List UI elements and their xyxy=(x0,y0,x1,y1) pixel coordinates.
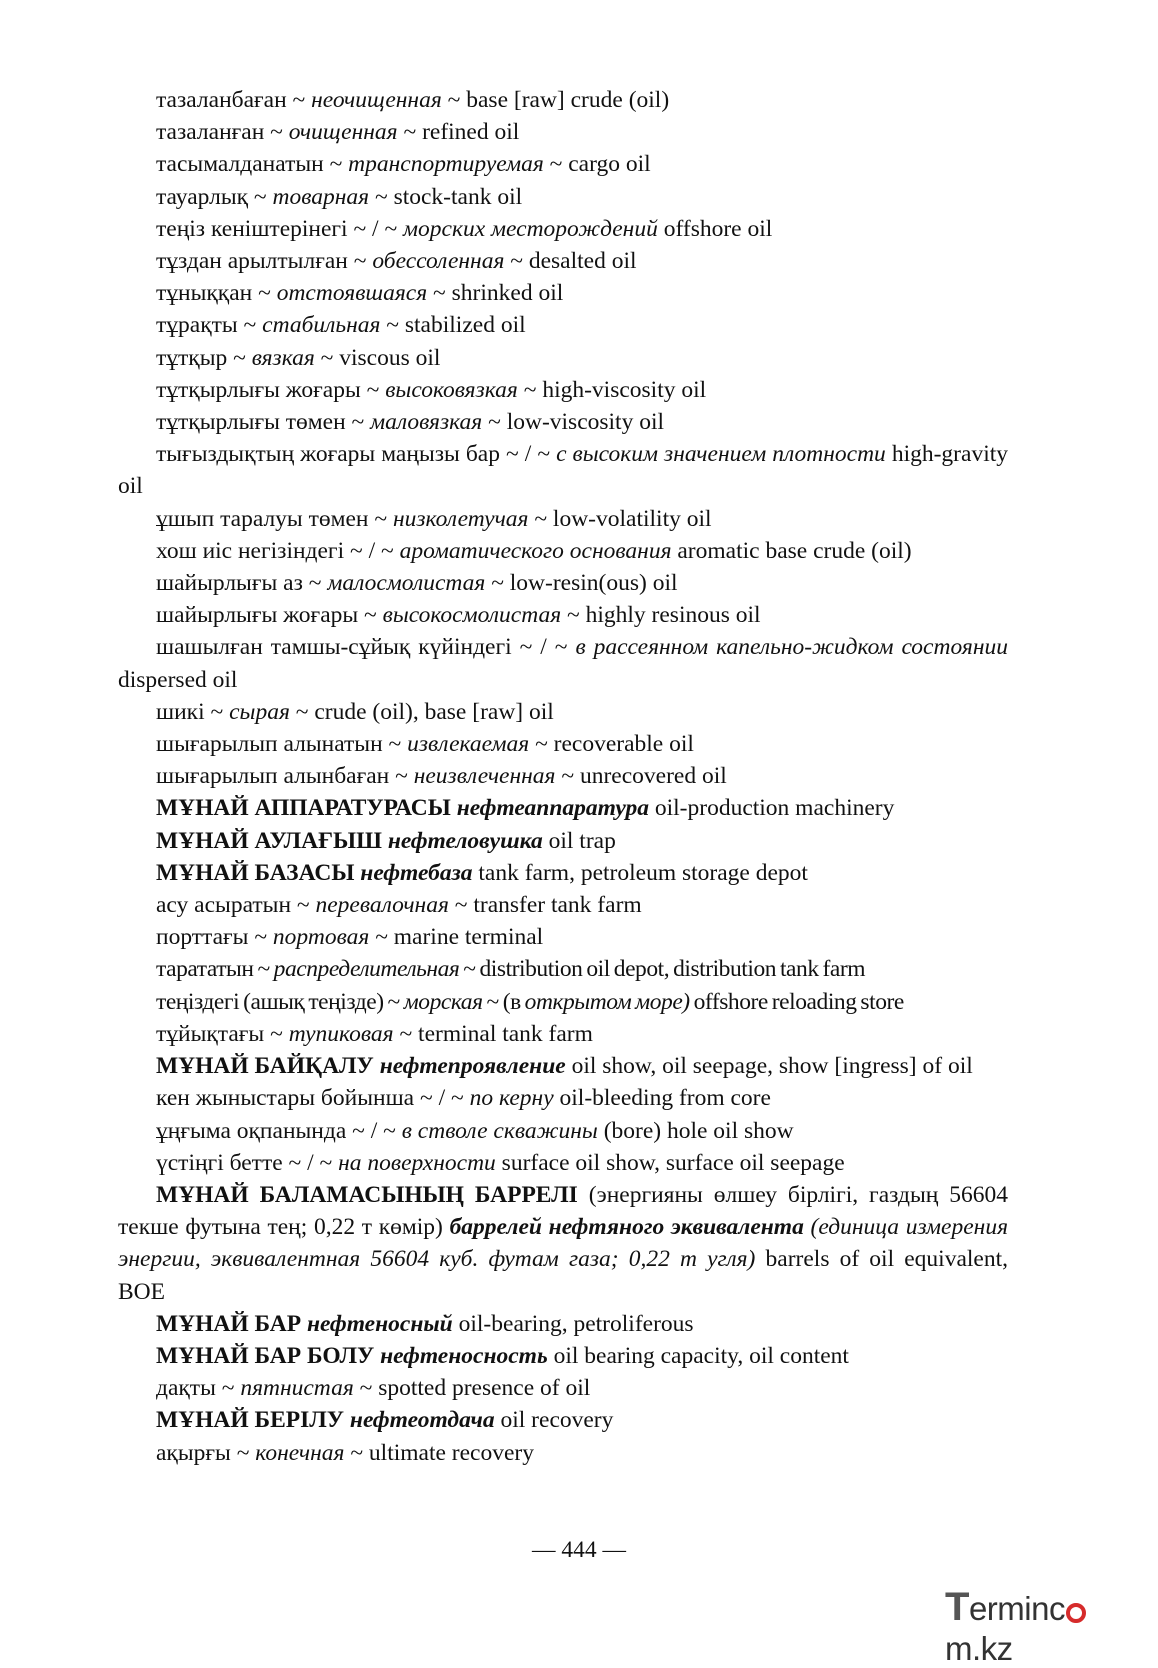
dictionary-entry xyxy=(118,245,1008,277)
entry-text: кен жыныстары бойынша ~ / ~ xyxy=(156,1085,470,1112)
dictionary-entry xyxy=(118,1372,1008,1404)
entry-text: тазаланбаған ~ xyxy=(156,87,312,113)
dictionary-entry xyxy=(118,567,1008,599)
entry-text: oil show, oil seepage, show [ingress] of oil xyxy=(565,1053,973,1080)
entry-text: хош иіс негізіндегі ~ / ~ xyxy=(156,537,400,564)
russian-term: открытом море) xyxy=(524,988,690,1015)
russian-term: высокосмолистая xyxy=(382,602,562,629)
entry-text: тасымалданатын ~ xyxy=(156,151,349,178)
entry-text: тығыздықтың жоғары маңызы бар ~ / ~ xyxy=(156,441,557,468)
russian-term: сырая xyxy=(229,698,290,725)
dictionary-entry xyxy=(118,1082,1008,1114)
entry-text: ~ low-viscosity oil xyxy=(482,409,665,436)
russian-term: в рассеянном капельно-жидком состоянии xyxy=(575,634,1008,661)
dictionary-entry xyxy=(118,1179,1008,1308)
headword: МҰНАЙ АППАРАТУРАСЫ xyxy=(156,795,451,822)
entry-text: offshore oil xyxy=(657,215,773,242)
russian-term: низколетучая xyxy=(392,505,529,532)
entry-text: oil-production machinery xyxy=(648,795,895,822)
russian-term: извлекаемая xyxy=(407,731,530,758)
russian-term: портовая xyxy=(272,924,370,951)
headword: МҰНАЙ БАЗАСЫ xyxy=(156,859,355,886)
entry-text: ~ recoverable oil xyxy=(529,731,694,758)
entry-text: ~ unrecovered oil xyxy=(555,763,727,790)
entry-text: ~ (в xyxy=(482,988,525,1015)
russian-term: стабильная xyxy=(262,312,381,339)
russian-term: отстоявшаяся xyxy=(276,280,428,307)
dictionary-entry xyxy=(118,857,1008,889)
entry-text: үстіңгі бетте ~ / ~ xyxy=(156,1149,339,1176)
entry-text: шығарылып алынатын ~ xyxy=(156,731,408,758)
russian-term: неочищенная xyxy=(311,87,442,113)
dictionary-entry xyxy=(118,696,1008,728)
entry-text: oil bearing capacity, oil content xyxy=(547,1342,849,1369)
entry-text: ~ shrinked oil xyxy=(427,280,564,307)
russian-term: конечная xyxy=(255,1439,345,1466)
entry-text: ~ desalted oil xyxy=(504,248,637,275)
dictionary-entry xyxy=(118,181,1008,213)
russian-term: (единица измерения энергии, эквивалентная 56604 куб. футам газа; 0,22 т угля) xyxy=(118,1214,1008,1273)
entry-text: ұңғыма оқпанында ~ / ~ xyxy=(156,1117,402,1144)
entry-text: тұйықтағы ~ xyxy=(156,1020,289,1047)
entry-text: ~ terminal tank farm xyxy=(393,1020,593,1047)
logo-letter-t: T xyxy=(945,1585,969,1629)
entry-text: ақырғы ~ xyxy=(156,1439,256,1466)
dictionary-entries xyxy=(118,84,1008,1469)
entry-text: oil recovery xyxy=(494,1407,614,1434)
headword-russian: баррелей нефтяного эквивалента xyxy=(449,1214,804,1241)
russian-term: морских месторождений xyxy=(403,215,658,242)
russian-term: тупиковая xyxy=(288,1020,394,1047)
russian-term: на поверхности xyxy=(338,1149,496,1176)
headword-russian: нефтеловушка xyxy=(387,827,543,854)
entry-text: тұтқыр ~ xyxy=(156,344,252,371)
dictionary-entry xyxy=(118,1437,1008,1469)
entry-text: (bore) hole oil show xyxy=(597,1117,794,1144)
dictionary-entry xyxy=(118,760,1008,792)
entry-text: ~ distribution oil depot, distribution tank farm xyxy=(459,956,866,983)
entry-text: high-gravity oil xyxy=(118,441,1009,500)
dictionary-entry xyxy=(118,599,1008,631)
dictionary-entry xyxy=(118,986,1008,1018)
entry-text: тұтқырлығы жоғары ~ xyxy=(156,376,386,403)
entry-text: ~ transfer tank farm xyxy=(448,892,642,919)
entry-text: ~ crude (oil), base [raw] oil xyxy=(289,698,554,725)
entry-text: асу асыратын ~ xyxy=(156,892,316,919)
entry-text: surface oil show, surface oil seepage xyxy=(495,1149,845,1176)
logo-text-mid: erminc xyxy=(968,1590,1065,1627)
dictionary-entry xyxy=(118,1308,1008,1340)
dictionary-entry xyxy=(118,1147,1008,1179)
dictionary-entry xyxy=(118,406,1008,438)
russian-term: распределительная xyxy=(273,956,460,983)
russian-term: товарная xyxy=(272,183,370,210)
page-number: — 444 — xyxy=(532,1537,626,1563)
entry-text: ~ low-volatility oil xyxy=(528,505,712,532)
entry-text: дақты ~ xyxy=(156,1375,241,1402)
headword-russian: нефтебаза xyxy=(360,859,473,886)
dictionary-entry xyxy=(118,277,1008,309)
dictionary-entry xyxy=(118,889,1008,921)
entry-text: barrels of oil equivalent, BOE xyxy=(118,1246,1009,1305)
dictionary-entry xyxy=(118,535,1008,567)
entry-text: ~ highly resinous oil xyxy=(561,602,761,629)
entry-text: ~ low-resin(ous) oil xyxy=(485,570,678,597)
logo-ring-icon xyxy=(1066,1603,1086,1623)
russian-term: в стволе скважины xyxy=(401,1117,598,1144)
headword-russian: нефтеносность xyxy=(380,1342,548,1369)
russian-term: морская xyxy=(403,988,483,1015)
entry-text: ~ stabilized oil xyxy=(380,312,526,339)
entry-text: ~ marine terminal xyxy=(369,924,544,951)
entry-text: тұрақты ~ xyxy=(156,312,263,339)
dictionary-entry xyxy=(118,1018,1008,1050)
headword: МҰНАЙ БАР xyxy=(156,1310,302,1337)
headword-russian: нефтеаппаратура xyxy=(456,795,649,822)
entry-text: теңіздегі (ашық теңізде) ~ xyxy=(156,988,404,1015)
entry-text: тұздан арылтылған ~ xyxy=(156,248,373,275)
entry-text: aromatic base crude (oil) xyxy=(671,537,912,564)
entry-text: ұшып таралуы төмен ~ xyxy=(156,505,393,532)
entry-text: теңіз кеніштерінегі ~ / ~ xyxy=(156,215,404,242)
entry-text: шайырлығы жоғары ~ xyxy=(156,602,383,629)
entry-text: ~ high-viscosity oil xyxy=(517,376,707,403)
dictionary-entry xyxy=(118,342,1008,374)
russian-term: малосмолистая xyxy=(327,570,486,597)
russian-term: с высоким значением плотности xyxy=(556,441,886,468)
dictionary-entry xyxy=(118,631,1008,695)
entry-text: dispersed oil xyxy=(118,666,238,693)
entry-text: ~ refined oil xyxy=(397,119,520,146)
russian-term: ароматического основания xyxy=(399,537,672,564)
dictionary-entry xyxy=(118,503,1008,535)
entry-text: тазаланған ~ xyxy=(156,119,289,146)
dictionary-entry xyxy=(118,1050,1008,1082)
dictionary-entry xyxy=(118,374,1008,406)
russian-term: обессоленная xyxy=(372,248,505,275)
entry-text: oil-bleeding from core xyxy=(553,1085,771,1112)
dictionary-entry xyxy=(118,438,1008,502)
entry-text: ~ stock-tank oil xyxy=(369,183,523,210)
entry-text: (энергияны өлшеу бірлігі, газдың 56604 текше футына тең; 0,22 т көмір) xyxy=(118,1181,1009,1241)
dictionary-entry xyxy=(118,728,1008,760)
entry-text: шайырлығы аз ~ xyxy=(156,570,328,597)
headword-russian: нефтеотдача xyxy=(349,1407,495,1434)
entry-text: ~ cargo oil xyxy=(543,151,651,178)
dictionary-entry xyxy=(118,825,1008,857)
headword: МҰНАЙ БЕРІЛУ xyxy=(156,1407,345,1434)
entry-text: тауарлық ~ xyxy=(156,183,273,210)
dictionary-entry xyxy=(118,309,1008,341)
dictionary-entry xyxy=(118,1115,1008,1147)
entry-text: шығарылып алынбаған ~ xyxy=(156,763,414,790)
dictionary-entry xyxy=(118,116,1008,148)
entry-text: шашылған тамшы-сұйық күйіндегі ~ / ~ xyxy=(156,634,576,661)
entry-text: oil-bearing, petroliferous xyxy=(452,1310,694,1337)
dictionary-entry xyxy=(118,953,1008,985)
dictionary-entry xyxy=(118,921,1008,953)
dictionary-entry xyxy=(118,213,1008,245)
logo-text-suffix: m.kz xyxy=(945,1630,1013,1667)
entry-text: порттағы ~ xyxy=(156,924,273,951)
dictionary-entry xyxy=(118,792,1008,824)
dictionary-entry xyxy=(118,84,1008,116)
russian-term: пятнистая xyxy=(240,1375,354,1402)
headword-russian: нефтеносный xyxy=(306,1310,453,1337)
headword: МҰНАЙ АУЛАҒЫШ xyxy=(156,827,382,854)
entry-text: тұныққан ~ xyxy=(156,280,277,307)
headword: МҰНАЙ БАР БОЛУ xyxy=(156,1342,375,1369)
russian-term: вязкая xyxy=(251,344,315,371)
russian-term: маловязкая xyxy=(370,409,483,436)
entry-text: tank farm, petroleum storage depot xyxy=(472,859,808,886)
headword: МҰНАЙ БАЙҚАЛУ xyxy=(156,1053,374,1080)
headword: МҰНАЙ БАЛАМАСЫНЫҢ БАРРЕЛІ xyxy=(156,1181,578,1208)
entry-text: offshore reloading store xyxy=(689,988,904,1015)
entry-text: ~ viscous oil xyxy=(314,344,441,371)
headword-russian: нефтепроявление xyxy=(379,1053,566,1080)
dictionary-entry xyxy=(118,1404,1008,1436)
dictionary-entry xyxy=(118,1340,1008,1372)
entry-text: тарататын ~ xyxy=(156,956,274,983)
terminсom-logo xyxy=(945,1585,1145,1667)
russian-term: транспортируемая xyxy=(348,151,544,178)
entry-text: oil trap xyxy=(542,827,616,854)
entry-text: ~ base [raw] crude (oil) xyxy=(441,87,670,113)
entry-text: ~ spotted presence of oil xyxy=(353,1375,591,1402)
dictionary-entry xyxy=(118,148,1008,180)
russian-term: неизвлеченная xyxy=(413,763,556,790)
entry-text: шикі ~ xyxy=(156,698,230,725)
russian-term: высоковязкая xyxy=(385,376,518,403)
russian-term: очищенная xyxy=(288,119,398,146)
russian-term: по керну xyxy=(469,1085,554,1112)
entry-text: тұтқырлығы төмен ~ xyxy=(156,409,371,436)
russian-term: перевалочная xyxy=(315,892,449,919)
entry-text: ~ ultimate recovery xyxy=(344,1439,534,1466)
